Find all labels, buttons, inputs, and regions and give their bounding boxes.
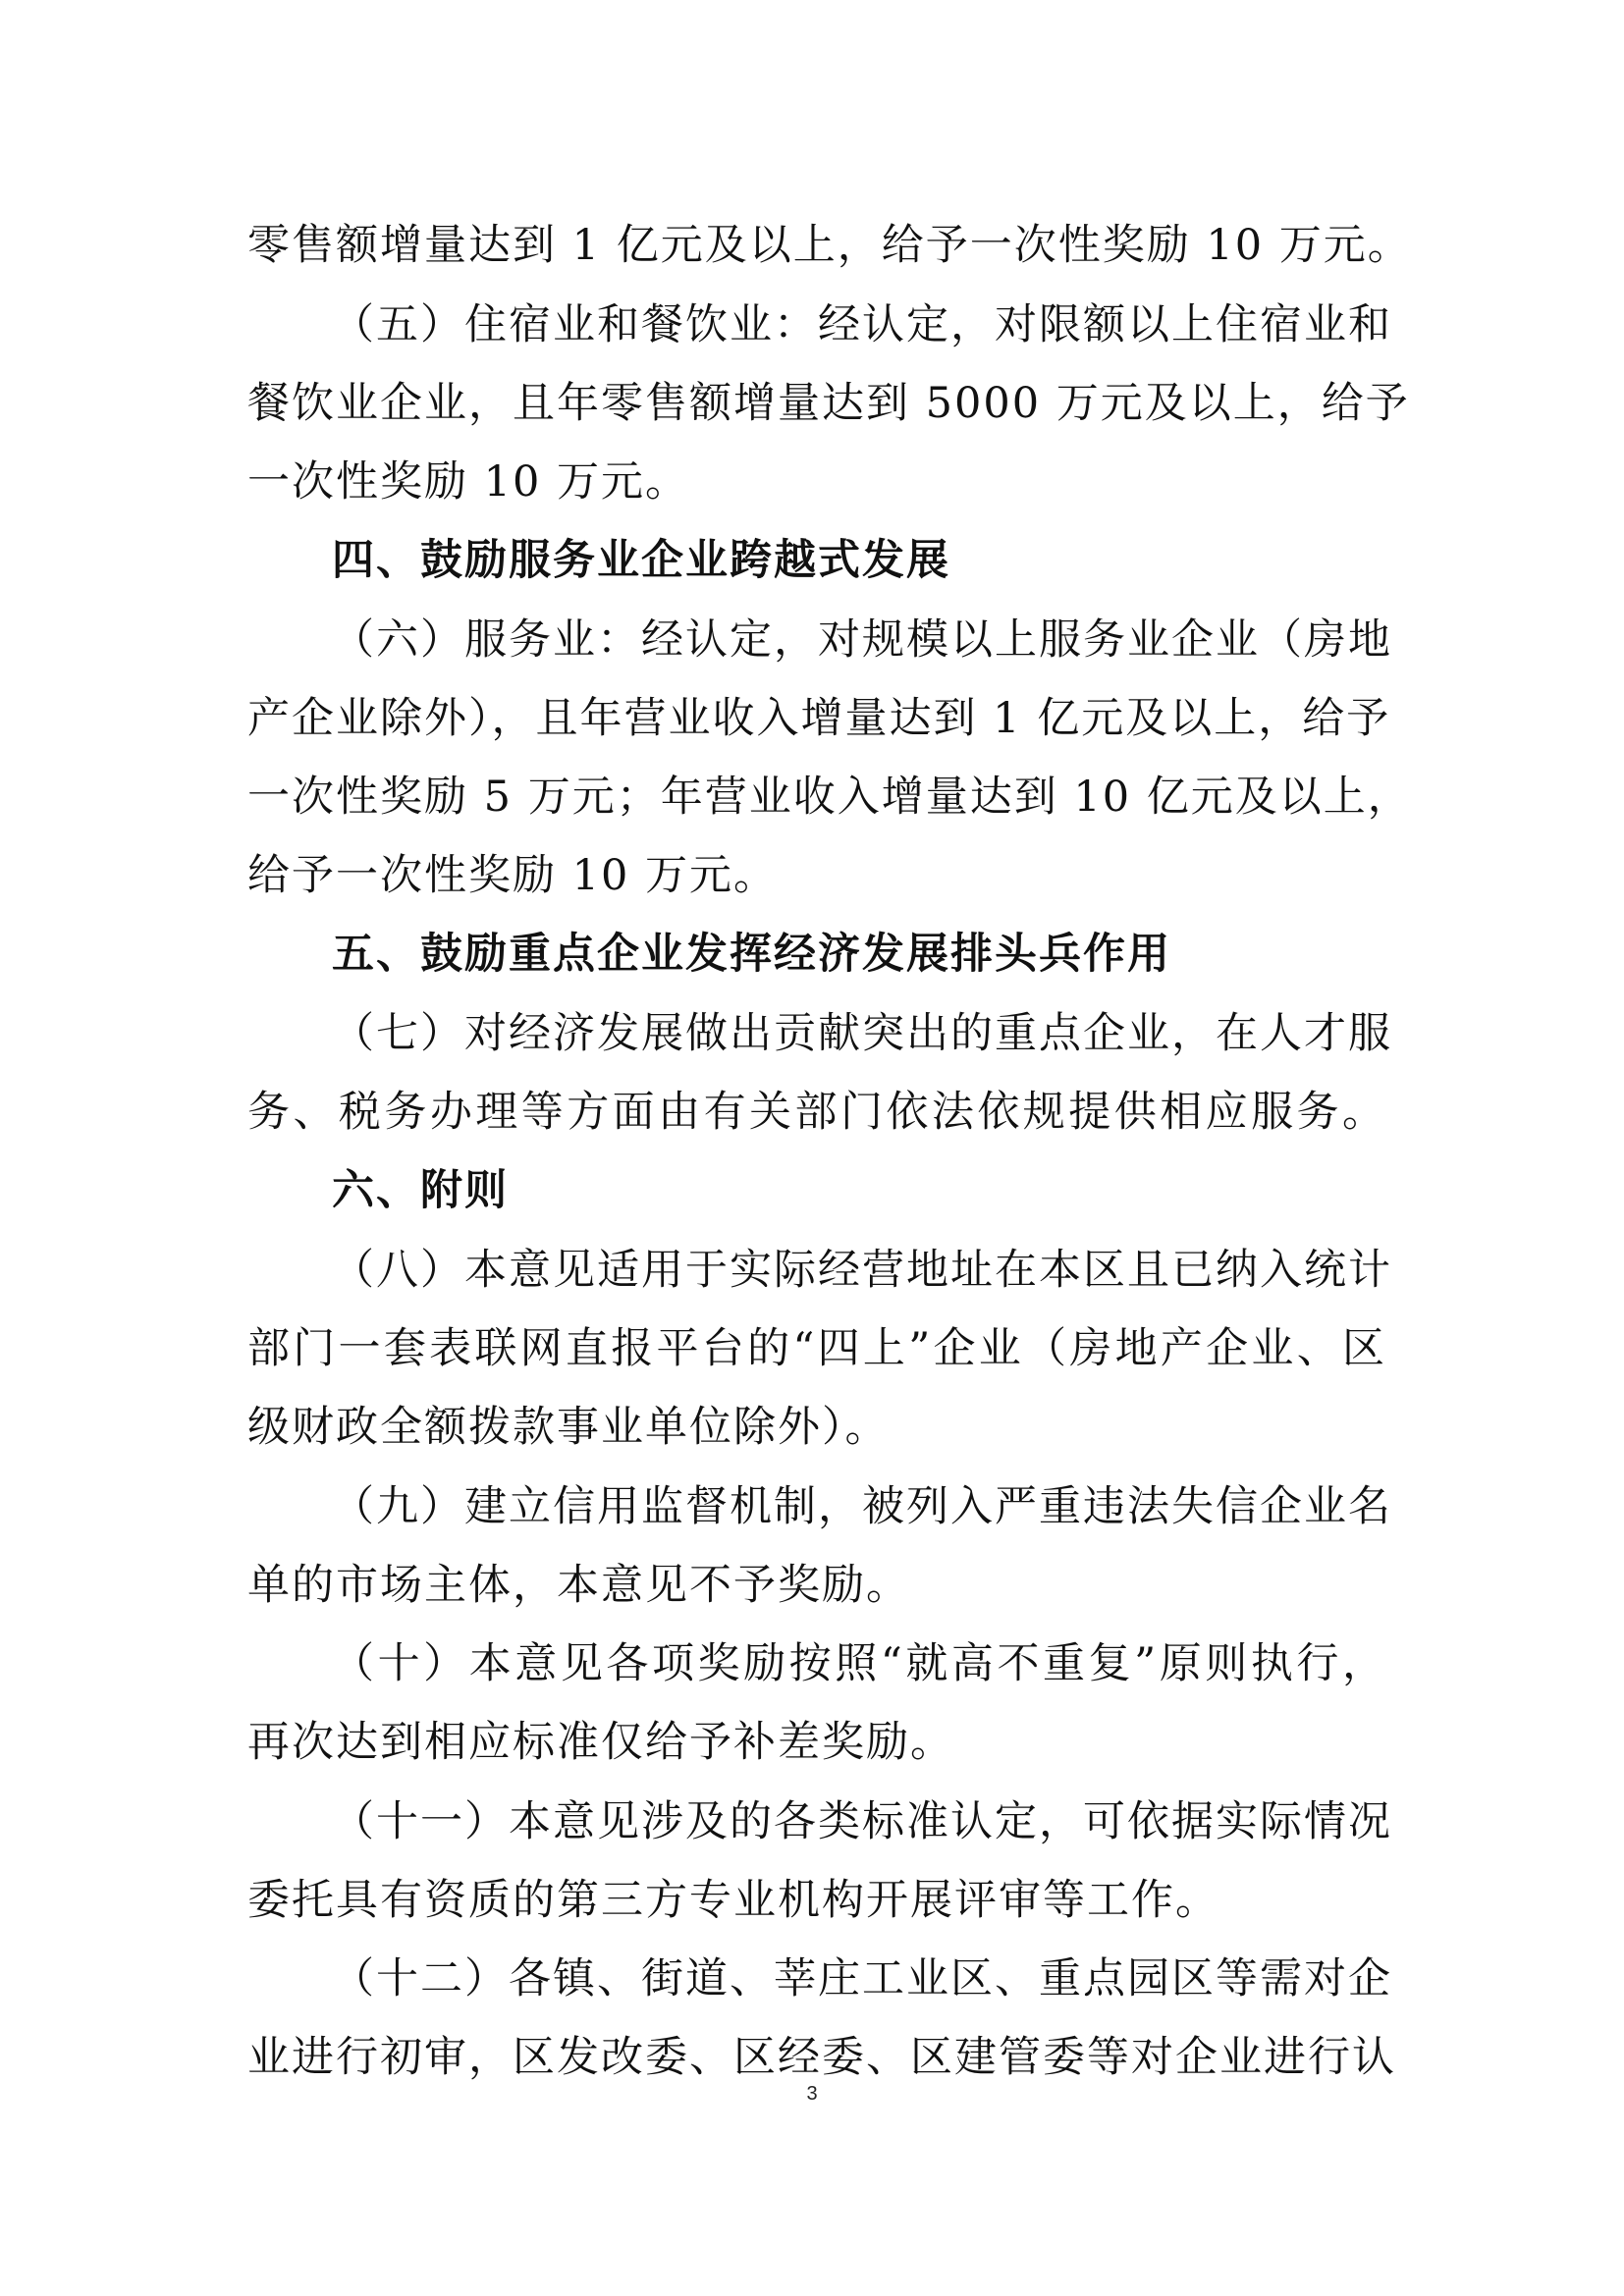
body-line: （七）对经济发展做出贡献突出的重点企业，在人才服 <box>332 1009 1392 1058</box>
body-line: 产企业除外），且年营业收入增量达到 1 亿元及以上，给予 <box>247 694 1391 743</box>
body-line: （六）服务业：经认定，对规模以上服务业企业（房地 <box>332 615 1392 665</box>
page-number: 3 <box>806 2083 818 2105</box>
section-heading: 五、鼓励重点企业发挥经济发展排头兵作用 <box>332 930 1171 979</box>
body-line: 务、税务办理等方面由有关部门依法依规提供相应服务。 <box>247 1088 1386 1137</box>
body-line: 单的市场主体，本意见不予奖励。 <box>247 1561 910 1610</box>
body-line: （十二）各镇、街道、莘庄工业区、重点园区等需对企 <box>332 1954 1392 2003</box>
section-heading: 六、附则 <box>332 1166 509 1215</box>
body-line: 零售额增量达到 1 亿元及以上，给予一次性奖励 10 万元。 <box>247 221 1412 270</box>
body-line: 一次性奖励 5 万元；年营业收入增量达到 10 亿元及以上， <box>247 773 1412 822</box>
body-line: 部门一套表联网直报平台的“四上”企业（房地产企业、区 <box>247 1324 1386 1373</box>
body-line: （九）建立信用监督机制，被列入严重违法失信企业名 <box>332 1482 1392 1531</box>
body-line: 一次性奖励 10 万元。 <box>247 457 690 507</box>
body-line: （十一）本意见涉及的各类标准认定，可依据实际情况 <box>332 1797 1392 1846</box>
body-line: 级财政全额拨款事业单位除外）。 <box>247 1403 890 1452</box>
body-line: 业进行初审，区发改委、区经委、区建管委等对企业进行认 <box>247 2033 1396 2082</box>
body-line: 再次达到相应标准仅给予补差奖励。 <box>247 1718 954 1767</box>
body-line: 给予一次性奖励 10 万元。 <box>247 851 779 900</box>
body-line: 餐饮业企业，且年零售额增量达到 5000 万元及以上，给予 <box>247 379 1410 428</box>
section-heading: 四、鼓励服务业企业跨越式发展 <box>332 536 950 585</box>
body-line: （十）本意见各项奖励按照“就高不重复”原则执行， <box>332 1639 1386 1688</box>
body-line: （五）住宿业和餐饮业：经认定，对限额以上住宿业和 <box>332 300 1392 349</box>
body-line: 委托具有资质的第三方专业机构开展评审等工作。 <box>247 1876 1219 1925</box>
body-line: （八）本意见适用于实际经营地址在本区且已纳入统计 <box>332 1246 1392 1295</box>
